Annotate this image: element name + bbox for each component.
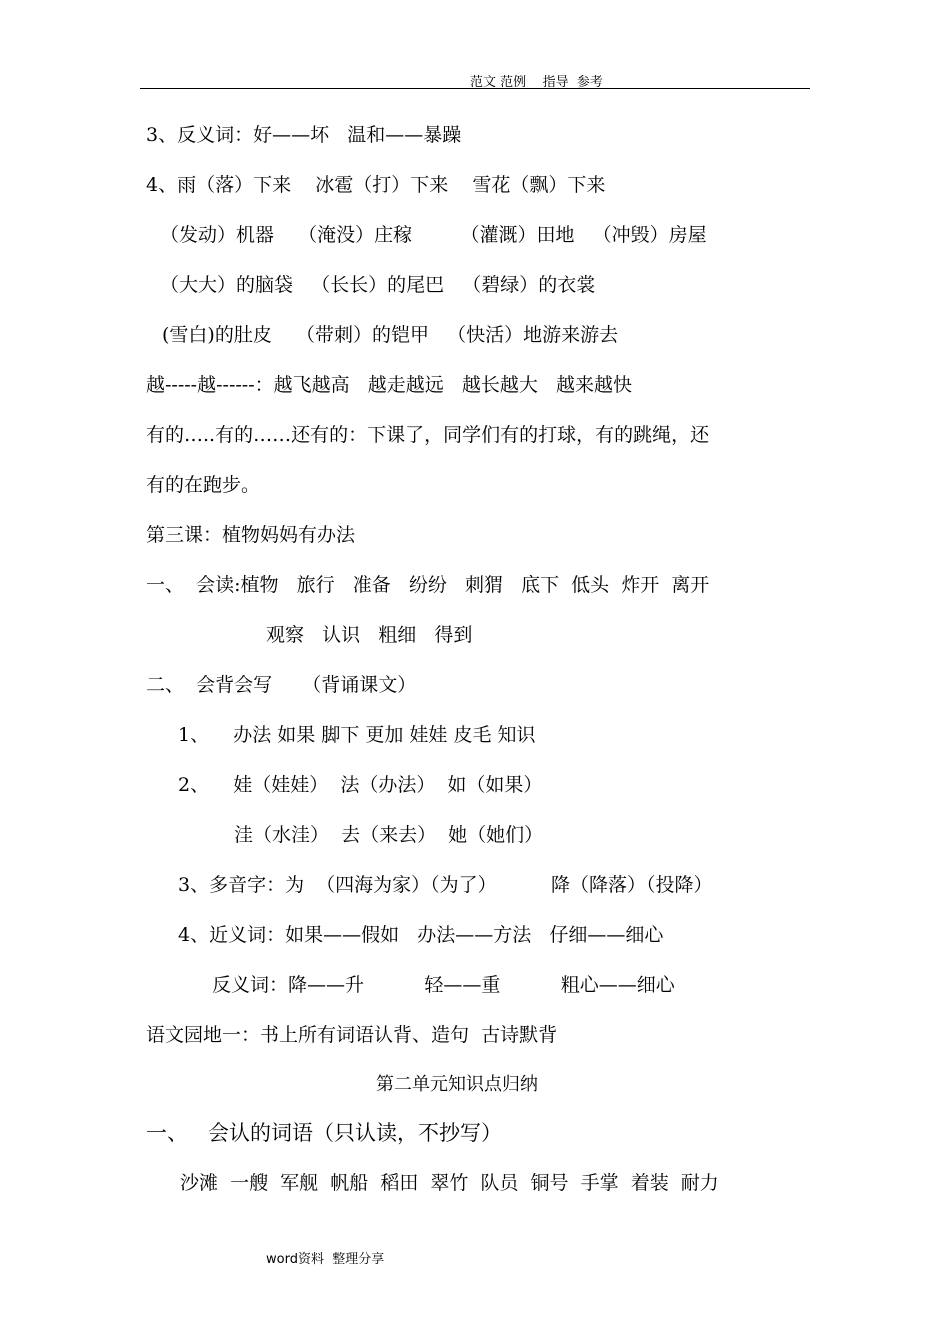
unit-title: 第二单元知识点归纳 [376, 1074, 538, 1095]
section-recite: 二、 会背会写 （背诵课文） [146, 674, 417, 696]
section-recognize: 一、 会认的词语（只认读，不抄写） [146, 1121, 503, 1145]
language-garden: 语文园地一：书上所有词语认背、造句 古诗默背 [146, 1024, 558, 1046]
page-header: 范文 范例 指导 参考 [470, 75, 603, 90]
lesson-title: 第三课：植物妈妈有办法 [146, 524, 356, 546]
item-4-antonyms: 反义词：降——升 轻——重 粗心——细心 [212, 974, 675, 996]
line-phrases-2: （大大）的脑袋 （长长）的尾巴 （碧绿）的衣裳 [160, 274, 596, 296]
item-4-synonyms: 4、近义词：如果——假如 办法——方法 仔细——细心 [178, 924, 664, 946]
line-phrases-3: (雪白)的肚皮 （带刺）的铠甲 （快活）地游来游去 [162, 324, 619, 346]
line-yue-pattern: 越-----越------：越飞越高 越走越远 越长越大 越来越快 [146, 374, 632, 396]
section-read: 一、 会读:植物 旅行 准备 纷纷 刺猬 底下 低头 炸开 离开 [146, 574, 710, 596]
recognize-words: 沙滩 一艘 军舰 帆船 稻田 翠竹 队员 铜号 手掌 着装 耐力 [180, 1172, 719, 1194]
header-rule [140, 88, 810, 89]
item-3-polyphones: 3、多音字：为 （四海为家）（为了） 降（降落）（投降） [178, 874, 713, 896]
page-footer: word资料 整理分享 [266, 1252, 385, 1267]
item-1-words: 1、 办法 如果 脚下 更加 娃娃 皮毛 知识 [178, 724, 536, 746]
item-2-continued: 洼（水洼） 去（来去） 她（她们） [234, 824, 544, 846]
line-phrases-1: （发动）机器 （淹没）庄稼 （灌溉）田地 （冲毁）房屋 [160, 224, 707, 246]
section-read-continued: 观察 认识 粗细 得到 [266, 624, 473, 646]
item-2-words: 2、 娃（娃娃） 法（办法） 如（如果） [178, 774, 543, 796]
line-verbs: 4、雨（落）下来 冰雹（打）下来 雪花（飘）下来 [146, 174, 606, 196]
line-youde-pattern: 有的…..有的……还有的：下课了，同学们有的打球，有的跳绳，还 [146, 424, 710, 446]
line-youde-continued: 有的在跑步。 [146, 474, 261, 496]
line-antonyms: 3、反义词：好——坏 温和——暴躁 [146, 124, 462, 146]
